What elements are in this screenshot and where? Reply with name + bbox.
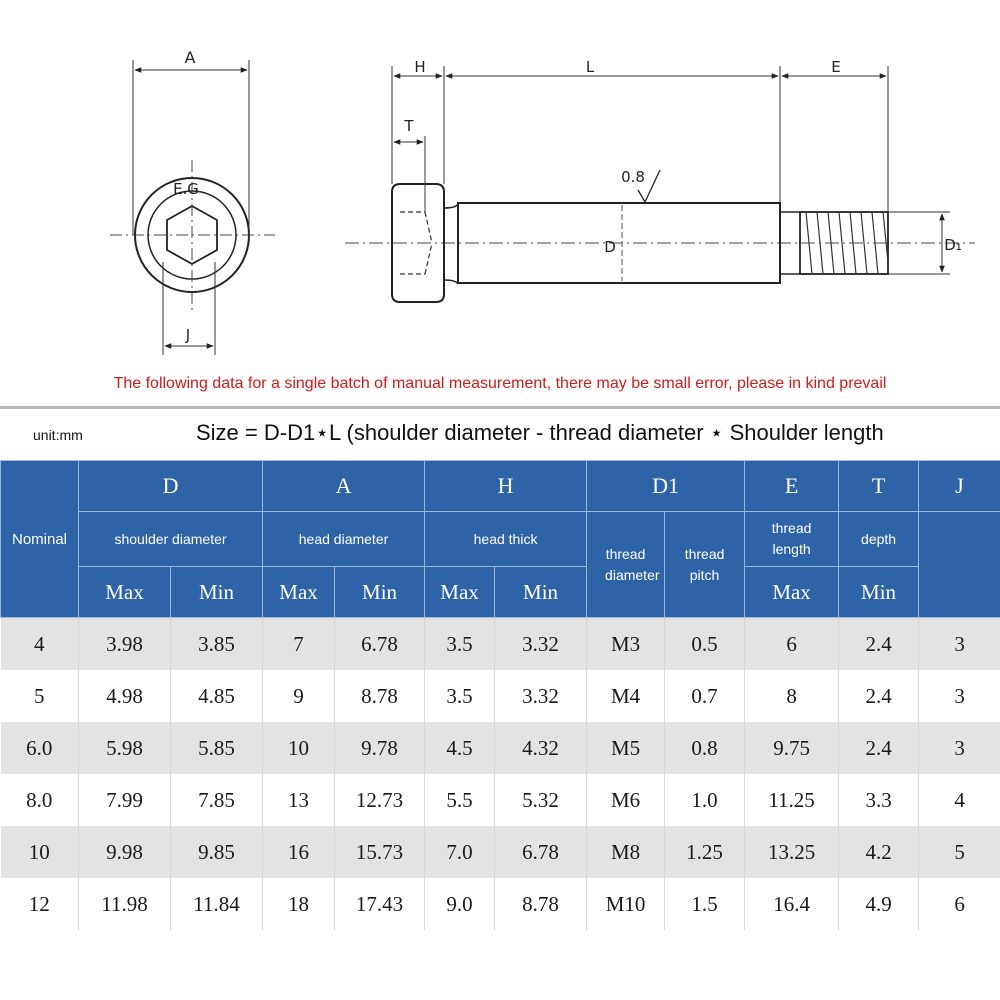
header-e: E <box>745 461 839 512</box>
size-formula: Size = D-D1⋆L (shoulder diameter - thread diameter ⋆ Shoulder length <box>196 420 884 445</box>
header-j: J <box>919 461 1000 512</box>
table-cell: 1.5 <box>665 878 745 930</box>
table-cell: M6 <box>587 774 665 826</box>
table-cell: 8.78 <box>335 670 425 722</box>
label-j: J <box>185 326 191 344</box>
table-cell: 9.85 <box>171 826 263 878</box>
table-cell: 12 <box>1 878 79 930</box>
table-cell: 4.5 <box>425 722 495 774</box>
table-cell: 3.3 <box>839 774 919 826</box>
table-cell: 11.84 <box>171 878 263 930</box>
table-cell: 16 <box>263 826 335 878</box>
label-d: D <box>604 238 616 256</box>
table-row <box>1 618 1000 671</box>
table-cell: 7 <box>263 618 335 671</box>
header-row-desc <box>1 512 1000 567</box>
max-label: Max <box>79 567 171 618</box>
table-cell: M8 <box>587 826 665 878</box>
table-cell: 3.98 <box>79 618 171 671</box>
table-cell: 5.5 <box>425 774 495 826</box>
label-eg: E.G <box>173 180 199 198</box>
table-cell: 8.0 <box>1 774 79 826</box>
table-cell: 6.78 <box>335 618 425 671</box>
label-h: H <box>414 58 426 76</box>
table-cell: 2.4 <box>839 670 919 722</box>
max-label: Max <box>745 567 839 618</box>
table-cell: 3.5 <box>425 670 495 722</box>
desc-thread-pitch: thread pitch <box>665 512 745 618</box>
table-cell: 18 <box>263 878 335 930</box>
table-cell: 7.99 <box>79 774 171 826</box>
table-cell: 6.78 <box>495 826 587 878</box>
header-d1: D1 <box>587 461 745 512</box>
header-row-codes <box>1 461 1000 512</box>
table-cell: 13 <box>263 774 335 826</box>
desc-depth: depth <box>839 512 919 567</box>
table-cell: 3 <box>919 618 1000 671</box>
table-cell: 11.98 <box>79 878 171 930</box>
max-label: Max <box>425 567 495 618</box>
table-cell: 6 <box>745 618 839 671</box>
table-row <box>1 670 1000 722</box>
table-cell: 1.0 <box>665 774 745 826</box>
table-cell: 9.98 <box>79 826 171 878</box>
desc-thread-length: thread length <box>745 512 839 567</box>
min-label: Min <box>839 567 919 618</box>
min-label: Min <box>335 567 425 618</box>
desc-head-thick: head thick <box>425 512 587 567</box>
table-cell: M4 <box>587 670 665 722</box>
label-roughness: 0.8 <box>621 168 645 186</box>
table-cell: 4.9 <box>839 878 919 930</box>
table-cell: 9.75 <box>745 722 839 774</box>
header-t: T <box>839 461 919 512</box>
table-cell: 4.85 <box>171 670 263 722</box>
table-row <box>1 878 1000 930</box>
table-row <box>1 826 1000 878</box>
table-cell: 0.5 <box>665 618 745 671</box>
table-cell: 17.43 <box>335 878 425 930</box>
unit-label: unit:mm <box>33 427 83 443</box>
table-cell: 3 <box>919 670 1000 722</box>
desc-head-diameter: head diameter <box>263 512 425 567</box>
label-e: E <box>831 58 841 76</box>
table-cell: 4 <box>1 618 79 671</box>
table-cell: 10 <box>263 722 335 774</box>
table-cell: 12.73 <box>335 774 425 826</box>
header-row-maxmin <box>1 567 1000 618</box>
header-h: H <box>425 461 587 512</box>
table-row <box>1 722 1000 774</box>
table-cell: 7.85 <box>171 774 263 826</box>
table-cell: 7.0 <box>425 826 495 878</box>
table-cell: 3.32 <box>495 670 587 722</box>
table-cell: 4.2 <box>839 826 919 878</box>
table-cell: 4.98 <box>79 670 171 722</box>
header-a: A <box>263 461 425 512</box>
table-cell: 16.4 <box>745 878 839 930</box>
table-cell: 5 <box>919 826 1000 878</box>
table-cell: 15.73 <box>335 826 425 878</box>
table-cell: 5.85 <box>171 722 263 774</box>
table-cell: M10 <box>587 878 665 930</box>
table-cell: 3.32 <box>495 618 587 671</box>
table-cell: 9.78 <box>335 722 425 774</box>
table-cell: 2.4 <box>839 618 919 671</box>
table-cell: 4.32 <box>495 722 587 774</box>
table-cell: 5 <box>1 670 79 722</box>
bolt-side-view <box>345 58 975 302</box>
table-cell: 10 <box>1 826 79 878</box>
table-cell: 11.25 <box>745 774 839 826</box>
table-cell: 2.4 <box>839 722 919 774</box>
table-cell: 5.32 <box>495 774 587 826</box>
technical-drawing <box>0 0 1000 370</box>
label-t: T <box>404 117 414 135</box>
table-cell: 6 <box>919 878 1000 930</box>
table-cell: M5 <box>587 722 665 774</box>
table-cell: 8.78 <box>495 878 587 930</box>
desc-j <box>919 512 1000 618</box>
table-cell: 5.98 <box>79 722 171 774</box>
label-d1: D₁ <box>944 236 962 254</box>
max-label: Max <box>263 567 335 618</box>
nominal-header: Nominal <box>1 461 79 618</box>
table-cell: 8 <box>745 670 839 722</box>
spec-table <box>0 460 1000 930</box>
table-row <box>1 774 1000 826</box>
desc-shoulder-diameter: shoulder diameter <box>79 512 263 567</box>
table-cell: 13.25 <box>745 826 839 878</box>
table-cell: 3 <box>919 722 1000 774</box>
label-l: L <box>585 58 595 76</box>
head-front-view <box>110 48 275 355</box>
table-cell: 3.5 <box>425 618 495 671</box>
table-cell: 4 <box>919 774 1000 826</box>
table-cell: 1.25 <box>665 826 745 878</box>
table-cell: 0.8 <box>665 722 745 774</box>
table-cell: 6.0 <box>1 722 79 774</box>
min-label: Min <box>171 567 263 618</box>
table-cell: 9 <box>263 670 335 722</box>
measurement-notice: The following data for a single batch of manual measurement, there may be small error, please in kind prevail <box>113 375 887 392</box>
table-cell: 9.0 <box>425 878 495 930</box>
table-cell: 3.85 <box>171 618 263 671</box>
table-cell: M3 <box>587 618 665 671</box>
header-d: D <box>79 461 263 512</box>
min-label: Min <box>495 567 587 618</box>
table-cell: 0.7 <box>665 670 745 722</box>
desc-thread-diameter: thread diameter <box>587 512 665 618</box>
label-a: A <box>184 48 196 67</box>
divider <box>0 406 1000 409</box>
